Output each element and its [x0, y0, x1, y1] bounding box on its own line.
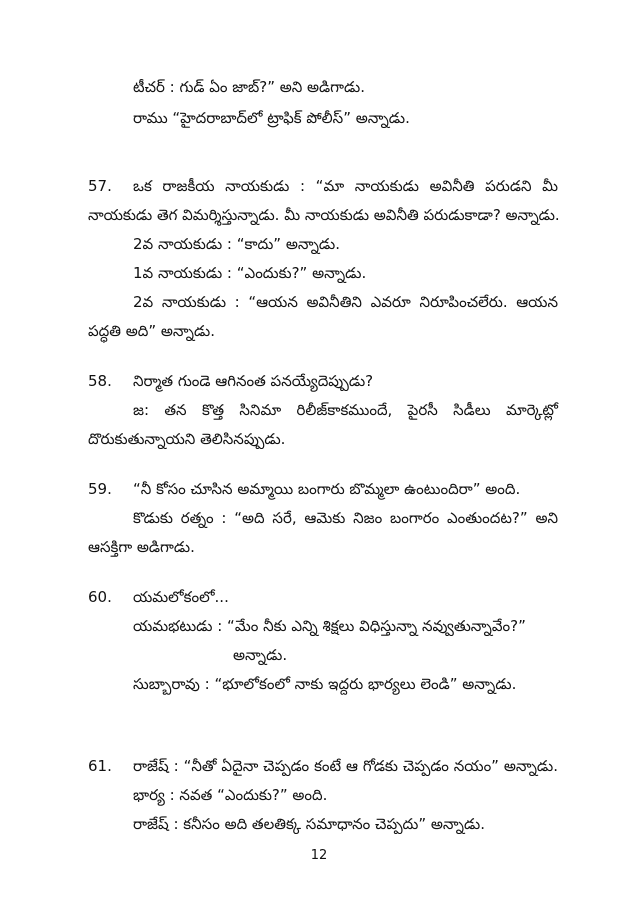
item-number: 57.: [88, 177, 112, 195]
text-line: కొడుకు రత్నం : “అది సరే, ఆమెకు నిజం బంగారం ఎంతుందట?” అని: [133, 509, 558, 527]
text-line: జ: తన కొత్త సినిమా రిలీజ్‌కాకముందే, పైరసీ సిడీలు మార్కెట్లో: [133, 401, 558, 419]
text-line: దొరుకుతున్నాయని తెలిసినప్పుడు.: [88, 430, 286, 448]
text-line: భార్య : నవత “ఎందుకు?” అంది.: [133, 786, 328, 804]
text-line: 2వ నాయకుడు : “ఆయన అవినీతిని ఎవరూ నిరూపించలేరు. ఆయన: [133, 293, 558, 311]
text-line: రాజేష్ : “నీతో ఏదైనా చెప్పడం కంటే ఆ గోడకు చెప్పడం నయం” అన్నాడు.: [133, 757, 558, 775]
text-line: పద్ధతి అది” అన్నాడు.: [88, 322, 216, 340]
item-number: 60.: [88, 588, 112, 606]
text-line: 1వ నాయకుడు : “ఎందుకు?” అన్నాడు.: [133, 264, 367, 282]
text-line: ఒక రాజకీయ నాయకుడు : “మా నాయకుడు అవినీతి పరుడని మీ: [133, 177, 558, 195]
item-number: 61.: [88, 757, 112, 775]
item-number: 59.: [88, 480, 112, 498]
text-line: నాయకుడు తెగ విమర్శిస్తున్నాడు. మీ నాయకుడు అవినీతి పరుడుకాడా? అన్నాడు.: [88, 206, 560, 224]
text-line: సుబ్బారావు : “భూలోకంలో నాకు ఇద్దరు భార్యలు లెండి” అన్నాడు.: [133, 675, 517, 693]
page-number: 12: [310, 848, 328, 863]
text-line: టీచర్ : గుడ్ ఏం జాబ్?” అని అడిగాడు.: [133, 78, 366, 96]
item-number: 58.: [88, 372, 112, 390]
text-line: నిర్మాత గుండె ఆగినంత పనయ్యేదెప్పుడు?: [133, 372, 374, 390]
text-line: రాము “హైదరాబాద్‌లో ట్రాఫిక్ పోలీస్” అన్నాడు.: [133, 109, 410, 127]
text-line: యమభటుడు : “మేం నీకు ఎన్ని శిక్షలు విధిస్తున్నా నవ్వుతున్నావేం?”: [133, 617, 526, 635]
text-line: రాజేష్ : కనీసం అది తలతిక్క సమాధానం చెప్పదు” అన్నాడు.: [133, 815, 486, 833]
text-line: అన్నాడు.: [233, 646, 288, 664]
text-line: 2వ నాయకుడు : “కాదు” అన్నాడు.: [133, 235, 340, 253]
text-line: యమలోకంలో...: [133, 588, 229, 606]
text-line: ఆసక్తిగా అడిగాడు.: [88, 538, 195, 556]
text-line: “నీ కోసం చూసిన అమ్మాయి బంగారు బొమ్మలా ఉంటుందిరా” అంది.: [133, 480, 521, 498]
